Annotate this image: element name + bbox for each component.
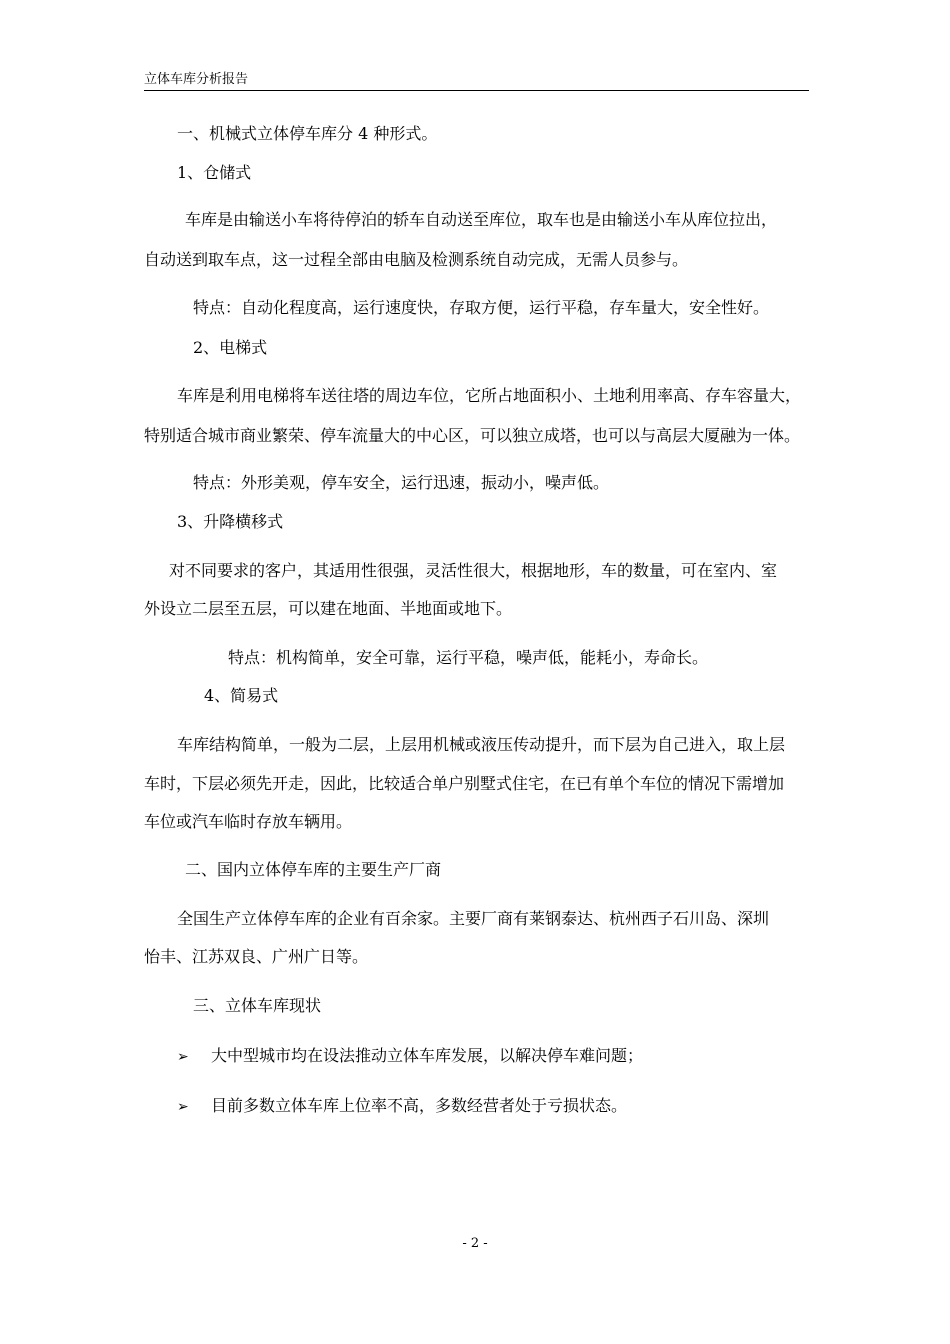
type-2-features: 特点：外形美观，停车安全，运行迅速，振动小，噪声低。 (193, 473, 610, 492)
bullet-arrow-icon: ➢ (177, 1099, 189, 1115)
type-2-paragraph-line-2: 特别适合城市商业繁荣、停车流量大的中心区，可以独立成塔，也可以与高层大厦融为一体。 (144, 426, 801, 445)
type-4-paragraph-line-3: 车位或汽车临时存放车辆用。 (144, 812, 353, 831)
type-1-paragraph-line-1: 车库是由输送小车将待停泊的轿车自动送至库位，取车也是由输送小车从库位拉出， (185, 210, 778, 229)
section-1-title: 一、机械式立体停车库分 4 种形式。 (177, 124, 438, 143)
type-3-features: 特点：机构简单，安全可靠，运行平稳，噪声低，能耗小，寿命长。 (228, 648, 709, 667)
type-3-paragraph-line-1: 对不同要求的客户，其适用性很强，灵活性很大，根据地形，车的数量，可在室内、室 (169, 561, 778, 580)
type-3-title: 3、升降横移式 (177, 512, 284, 531)
type-3-paragraph-line-2: 外设立二层至五层，可以建在地面、半地面或地下。 (144, 599, 513, 618)
section-3-bullet-1: 大中型城市均在设法推动立体车库发展，以解决停车难问题； (211, 1046, 644, 1065)
section-2-title: 二、国内立体停车库的主要生产厂商 (185, 860, 442, 879)
type-1-title: 1、仓储式 (177, 163, 252, 182)
section-2-paragraph-line-1: 全国生产立体停车库的企业有百余家。主要厂商有莱钢泰达、杭州西子石川岛、深圳 (177, 909, 770, 928)
type-2-paragraph-line-1: 车库是利用电梯将车送往塔的周边车位，它所占地面积小、土地利用率高、存车容量大， (177, 386, 802, 405)
type-1-paragraph-line-2: 自动送到取车点，这一过程全部由电脑及检测系统自动完成，无需人员参与。 (144, 250, 689, 269)
header-title: 立体车库分析报告 (144, 72, 249, 87)
type-1-features: 特点：自动化程度高，运行速度快，存取方便，运行平稳，存车量大，安全性好。 (193, 298, 770, 317)
page-header (144, 70, 809, 91)
type-2-title: 2、电梯式 (193, 338, 268, 357)
page-number: - 2 - (462, 1236, 488, 1251)
section-2-paragraph-line-2: 怡丰、江苏双良、广州广日等。 (144, 947, 369, 966)
type-4-paragraph-line-1: 车库结构简单，一般为二层，上层用机械或液压传动提升，而下层为自己进入，取上层 (177, 735, 786, 754)
section-3-bullet-2: 目前多数立体车库上位率不高，多数经营者处于亏损状态。 (211, 1096, 628, 1115)
section-3-title: 三、立体车库现状 (193, 996, 322, 1015)
type-4-paragraph-line-2: 车时，下层必须先开走，因此，比较适合单户别墅式住宅，在已有单个车位的情况下需增加 (144, 774, 785, 793)
bullet-arrow-icon: ➢ (177, 1049, 189, 1065)
type-4-title: 4、简易式 (204, 686, 279, 705)
